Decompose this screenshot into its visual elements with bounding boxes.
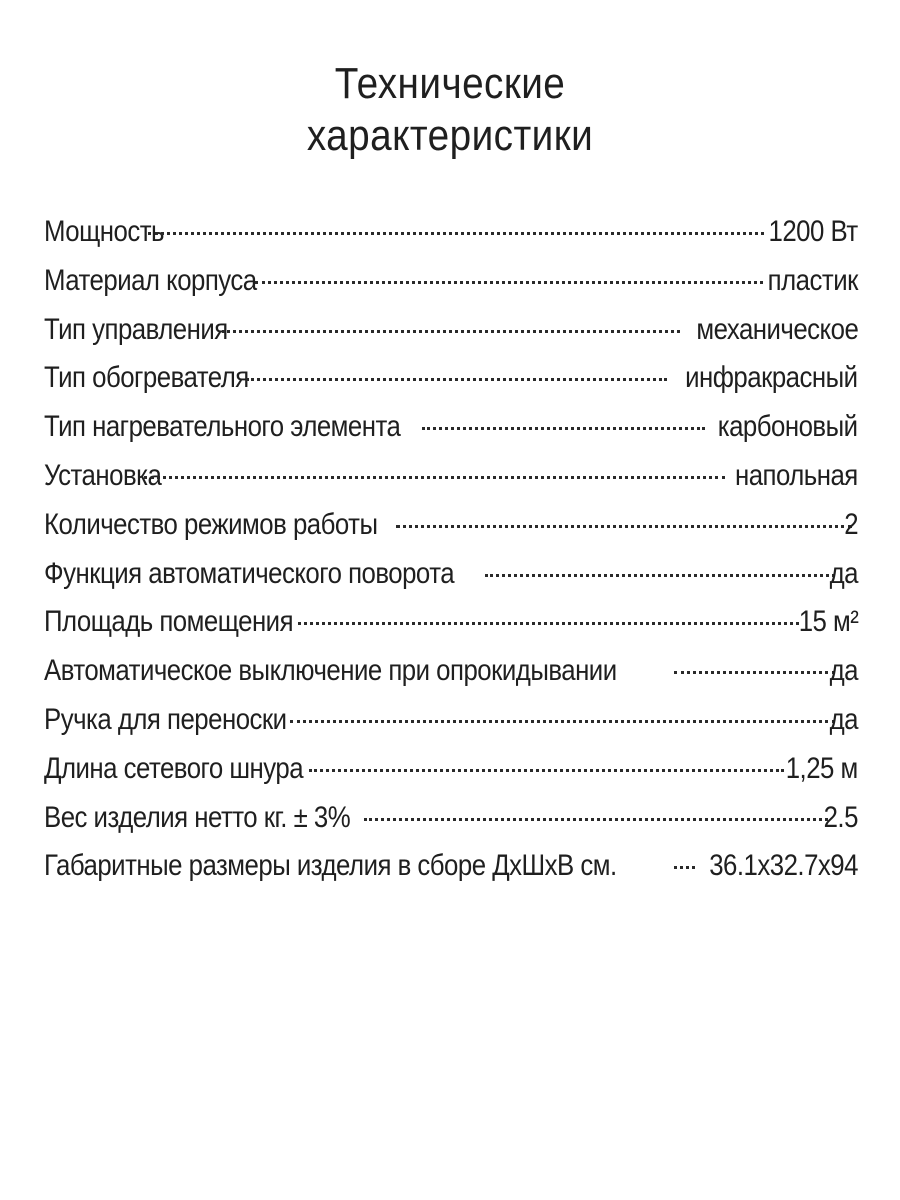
spec-row-room-area <box>44 598 858 647</box>
spec-row-carry-handle <box>44 696 858 745</box>
spec-row-installation <box>44 452 858 501</box>
spec-value: да <box>829 556 858 590</box>
spec-label: Длина сетевого шнура <box>44 751 304 785</box>
title-line-1: Технические <box>334 59 566 108</box>
page-title <box>0 58 900 162</box>
spec-value: 2 <box>844 507 858 541</box>
spec-value: карбоновый <box>718 410 858 444</box>
dot-leader <box>222 330 680 333</box>
spec-label: Материал корпуса <box>44 263 257 297</box>
specs-list <box>44 208 858 891</box>
dot-leader <box>144 476 725 479</box>
spec-value: механическое <box>696 312 858 346</box>
spec-row-net-weight <box>44 794 858 843</box>
dot-leader <box>290 720 835 723</box>
dot-leader <box>422 427 705 430</box>
dot-leader <box>309 769 784 772</box>
spec-label: Тип обогревателя <box>44 361 249 395</box>
spec-value: 36.1х32.7х94 <box>709 849 858 883</box>
spec-row-dimensions <box>44 842 858 891</box>
dot-leader <box>148 232 765 235</box>
spec-row-tip-over-shutoff <box>44 647 858 696</box>
spec-label: Автоматическое выключение при опрокидывании <box>44 654 617 688</box>
spec-value: 2.5 <box>823 800 858 834</box>
spec-value: инфракрасный <box>685 361 858 395</box>
spec-value: 15 м² <box>798 605 858 639</box>
spec-label: Тип нагревательного элемента <box>44 410 401 444</box>
spec-label: Мощность <box>44 215 164 248</box>
title-line-2: характеристики <box>306 111 594 160</box>
spec-row-control-type <box>44 306 858 355</box>
dot-leader <box>396 525 852 528</box>
spec-value: 1200 Вт <box>768 215 858 248</box>
spec-row-body-material <box>44 257 858 306</box>
dot-leader <box>364 818 828 821</box>
dot-leader <box>298 622 799 625</box>
spec-label: Тип управления <box>44 312 228 346</box>
dot-leader <box>246 378 667 381</box>
dot-leader <box>255 281 763 284</box>
spec-label: Вес изделия нетто кг. ± 3% <box>44 800 351 834</box>
spec-value: да <box>829 654 858 688</box>
spec-label: Установка <box>44 458 162 492</box>
spec-row-modes-count <box>44 501 858 550</box>
spec-label: Площадь помещения <box>44 605 294 639</box>
spec-label: Функция автоматического поворота <box>44 556 455 590</box>
spec-value: да <box>829 702 858 736</box>
spec-value: напольная <box>735 458 858 492</box>
spec-row-cord-length <box>44 745 858 794</box>
spec-value: пластик <box>767 263 858 297</box>
spec-value: 1,25 м <box>785 751 858 785</box>
spec-row-heater-type <box>44 354 858 403</box>
spec-label: Количество режимов работы <box>44 507 378 541</box>
dot-leader <box>674 671 835 674</box>
spec-row-heating-element <box>44 403 858 452</box>
spec-row-auto-rotation <box>44 550 858 599</box>
dot-leader <box>674 866 695 869</box>
dot-leader <box>485 574 835 577</box>
spec-row-power <box>44 208 858 257</box>
spec-label: Ручка для переноски <box>44 702 287 736</box>
spec-label: Габаритные размеры изделия в сборе ДхШхВ см. <box>44 849 617 883</box>
